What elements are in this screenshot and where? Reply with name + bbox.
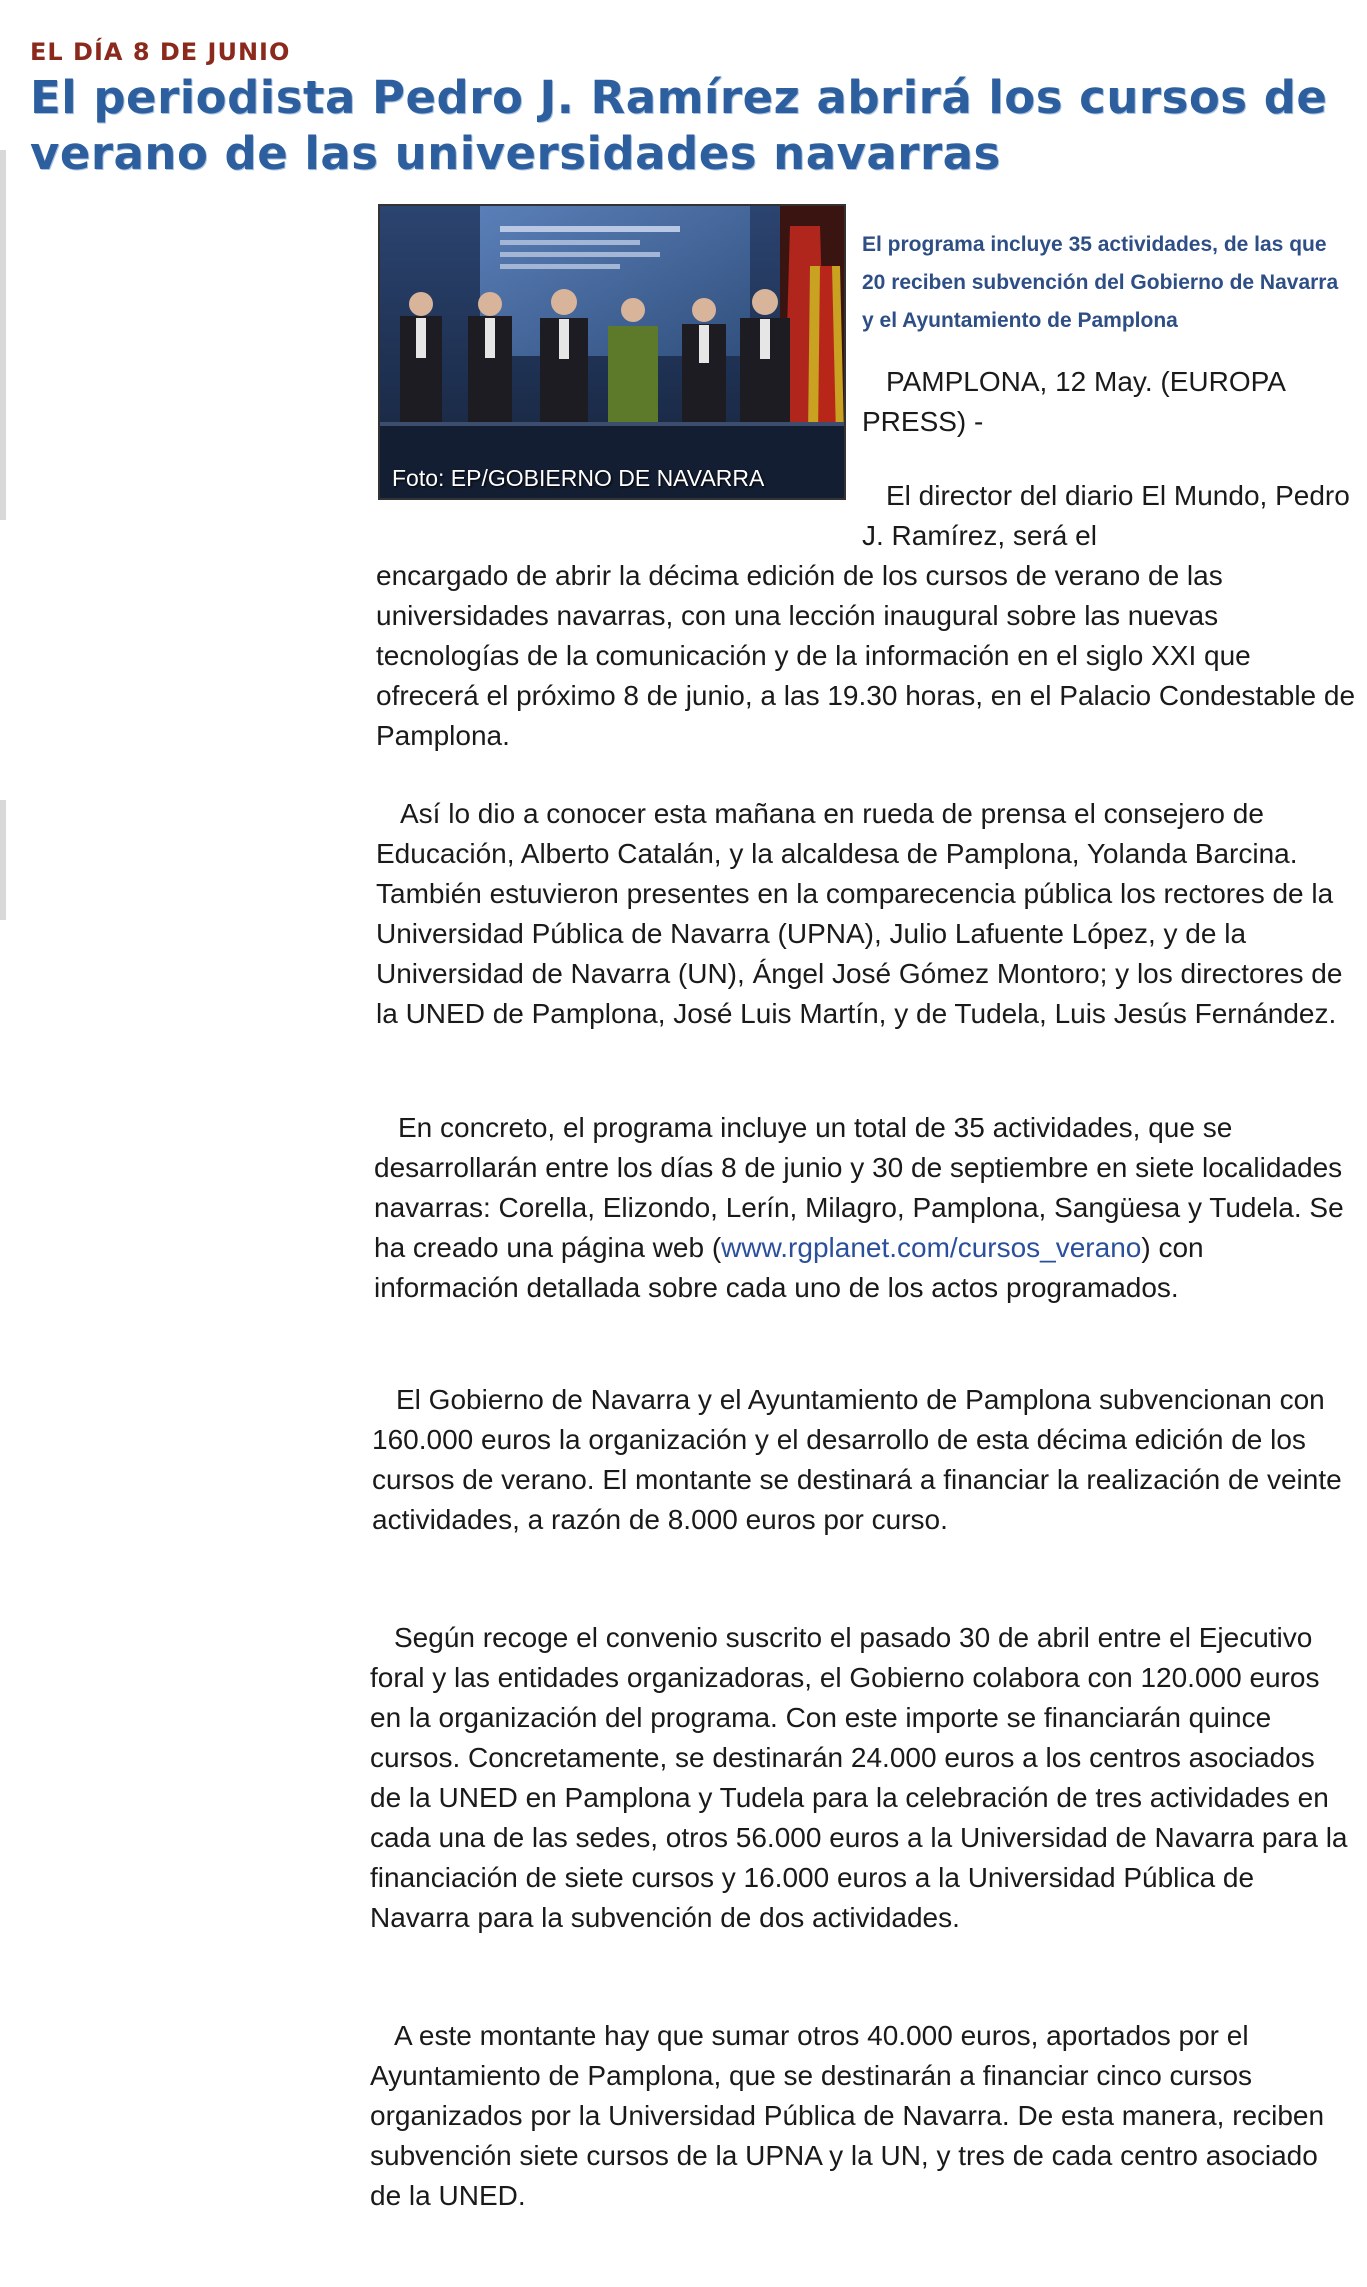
courses-website-link[interactable]: www.rgplanet.com/cursos_verano [721, 1232, 1142, 1263]
paragraph-6: A este montante hay que sumar otros 40.000 euros, aportados por el Ayuntamiento de Pamplona, que se destinarán a financiar cinco cursos organizados por la Universidad Pública de Navarra. De esta manera, reciben subvención siete cursos de la UPNA y la UN, y tres de cada centro asociado de la UNED. [370, 2020, 1325, 2211]
paragraph-3-text-start: En concreto, el programa incluye un total de 35 actividades, que se desarrollarán entre los días 8 de junio y 30 de septiembre en siete localidades navarras: Corella, Elizondo, Lerín, Milagro, Pamplona, Sangüesa y Tudela. Se ha creado una página web ( [374, 1112, 1344, 1263]
paragraph-2: Así lo dio a conocer esta mañana en rueda de prensa el consejero de Educación, Alberto Catalán, y la alcaldesa de Pamplona, Yolanda Barcina. También estuvieron presentes en la comparecencia pública los rectores de la Universidad Pública de Navarra (UPNA), Julio Lafuente López, y de la Universidad de Navarra (UN), Ángel José Gómez Montoro; y los directores de la UNED de Pamplona, José Luis Martín, y de Tudela, Luis Jesús Fernández. [376, 798, 1343, 1029]
paragraph-5: Según recoge el convenio suscrito el pasado 30 de abril entre el Ejecutivo foral y las entidades organizadoras, el Gobierno colabora con 120.000 euros en la organización del programa. Con este importe se financiarán quince cursos. Concretamente, se destinarán 24.000 euros a los centros asociados de la UNED en Pamplona y Tudela para la celebración de tres actividades en cada una de las sedes, otros 56.000 euros a la Universidad de Navarra para la financiación de siete cursos y 16.000 euros a la Universidad Pública de Navarra para la subvención de dos actividades. [370, 1622, 1348, 1933]
paragraph-3 [374, 1108, 1354, 1308]
paragraph-1-start: El director del diario El Mundo, Pedro J. Ramírez, será el [862, 480, 1350, 551]
paragraph-4: El Gobierno de Navarra y el Ayuntamiento de Pamplona subvencionan con 160.000 euros la organización y el desarrollo de esta décima edición de los cursos de verano. El montante se destinará a financiar la realización de veinte actividades, a razón de 8.000 euros por curso. [372, 1384, 1342, 1535]
press-photo [378, 204, 846, 500]
photo-credit: Foto: EP/GOBIERNO DE NAVARRA [392, 465, 765, 491]
press-conference-image [380, 206, 844, 498]
article-headline: El periodista Pedro J. Ramírez abrirá los cursos de verano de las universidades navarras [30, 71, 1328, 180]
dateline: PAMPLONA, 12 May. (EUROPA PRESS) - [862, 366, 1285, 437]
article-summary: El programa incluye 35 actividades, de las que 20 reciben subvención del Gobierno de Navarra y el Ayuntamiento de Pamplona [862, 233, 1339, 332]
paragraph-1-continued: encargado de abrir la décima edición de los cursos de verano de las universidades navarras, con una lección inaugural sobre las nuevas tecnologías de la comunicación y de la información en el siglo XXI que ofrecerá el próximo 8 de junio, a las 19.30 horas, en el Palacio Condestable de Pamplona. [376, 560, 1356, 751]
article-kicker: EL DÍA 8 DE JUNIO [30, 38, 291, 66]
scan-edge-top [0, 150, 6, 520]
paragraph-3-text-end: ) con información detallada sobre cada uno de los actos programados. [374, 1232, 1204, 1303]
scan-edge-bottom [0, 800, 6, 920]
